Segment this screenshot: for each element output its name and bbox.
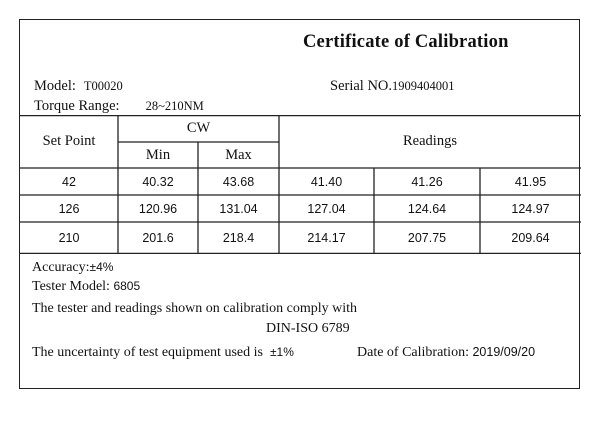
set-point-cell: 42 — [62, 174, 76, 189]
calibration-date-value: 2019/09/20 — [472, 345, 536, 359]
min-header: Min — [145, 146, 171, 163]
reading-cell: 209.64 — [511, 231, 550, 245]
set-point-header: Set Point — [42, 133, 96, 149]
uncertainty-label: The uncertainty of test equipment used is — [32, 345, 263, 360]
model-label: Model: — [34, 78, 76, 94]
reading-cell: 124.97 — [511, 201, 550, 216]
model-line — [34, 78, 123, 95]
torque-range-label: Torque Range: — [34, 98, 120, 114]
tester-model-label: Tester Model: — [32, 279, 110, 294]
reading-cell: 41.40 — [310, 174, 343, 189]
uncertainty-line — [32, 345, 294, 361]
uncertainty-value: ±1% — [269, 345, 294, 359]
serial-label: Serial NO. — [330, 78, 393, 94]
cw-header: CW — [186, 120, 211, 136]
calibration-certificate — [19, 19, 580, 389]
reading-cell: 41.26 — [411, 174, 443, 189]
max-cell: 43.68 — [222, 174, 255, 189]
min-cell: 120.96 — [138, 201, 178, 216]
set-point-cell: 210 — [58, 231, 80, 245]
serial-line — [330, 78, 455, 95]
accuracy-line — [32, 260, 113, 276]
tester-model-line — [32, 279, 140, 295]
set-point-cell: 126 — [58, 201, 80, 216]
readings-header: Readings — [403, 133, 457, 149]
model-value: T00020 — [83, 79, 123, 93]
max-cell: 131.04 — [219, 201, 258, 216]
reading-cell: 41.95 — [514, 174, 547, 189]
standard-name: DIN-ISO 6789 — [266, 321, 350, 336]
tester-model-value: 6805 — [113, 279, 141, 293]
compliance-text: The tester and readings shown on calibration comply with — [32, 301, 358, 316]
accuracy-value: ±4% — [89, 260, 114, 274]
torque-range-value: 28~210NM — [145, 99, 204, 113]
reading-cell: 214.17 — [307, 231, 346, 245]
reading-cell: 127.04 — [307, 201, 346, 216]
certificate-title: Certificate of Calibration — [303, 32, 509, 52]
max-header: Max — [225, 146, 252, 163]
calibration-table — [20, 115, 579, 254]
max-cell: 218.4 — [222, 231, 255, 245]
reading-cell: 124.64 — [407, 201, 447, 216]
torque-range-line — [34, 98, 204, 115]
min-cell: 201.6 — [142, 231, 174, 245]
accuracy-label: Accuracy: — [32, 260, 90, 275]
serial-value: 1909404001 — [392, 79, 455, 93]
calibration-date-label: Date of Calibration: — [357, 345, 469, 360]
min-cell: 40.32 — [142, 174, 174, 189]
calibration-date-line — [357, 345, 535, 361]
reading-cell: 207.75 — [407, 231, 447, 245]
